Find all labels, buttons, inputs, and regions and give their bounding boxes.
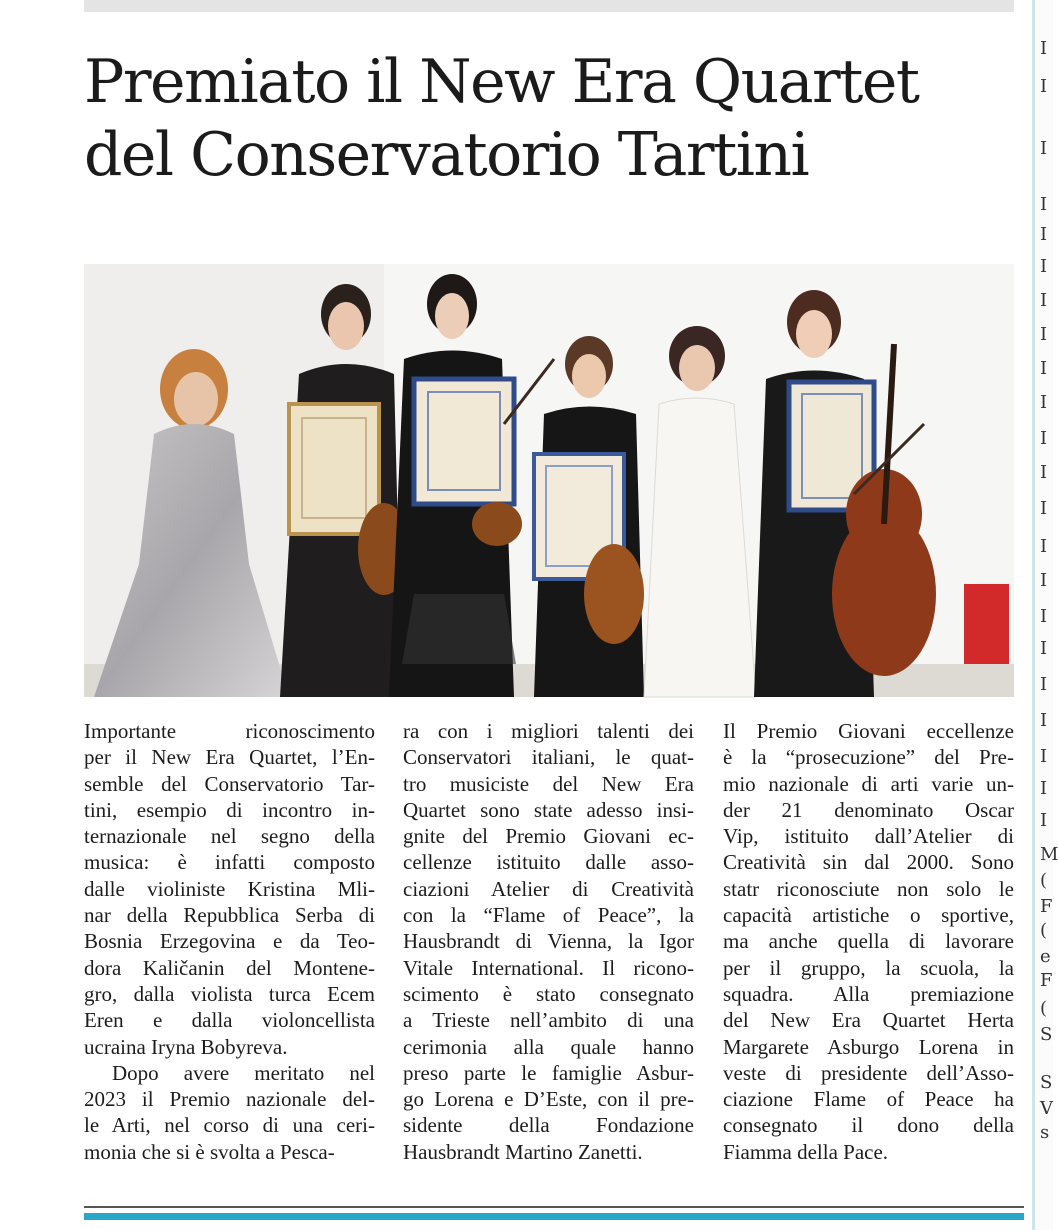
text-line: tini, esempio di incontro in- (84, 797, 375, 822)
text-line: gnite del Premio Giovani ec- (403, 824, 694, 849)
paragraph (84, 718, 375, 1060)
edge-glyph: I (1040, 38, 1048, 59)
text-line: le Arti, nel corso di una ceri- (84, 1113, 375, 1138)
edge-glyph: I (1040, 428, 1048, 449)
text-line: del New Era Quartet Herta (723, 1008, 1014, 1033)
text-line: der 21 denominato Oscar (723, 797, 1014, 822)
edge-glyph: ( (1040, 870, 1048, 891)
text-line: gro, dalla violista turca Ecem (84, 981, 375, 1006)
edge-glyph: I (1040, 138, 1048, 159)
edge-glyph: V (1040, 1098, 1053, 1119)
edge-glyph: ( (1040, 998, 1048, 1019)
edge-glyph: I (1040, 536, 1048, 557)
text-line: con la “Flame of Peace”, la (403, 903, 694, 928)
text-line: Hausbrandt di Vienna, la Igor (403, 929, 694, 954)
headline-line-1: Premiato il New Era Quartet (84, 47, 919, 117)
text-line: Dopo avere meritato nel (112, 1060, 375, 1085)
edge-glyph: I (1040, 710, 1048, 731)
text-line: musica: è infatti composto (84, 850, 375, 875)
article-photo (84, 264, 1014, 697)
text-line: è la “prosecuzione” del Pre- (723, 745, 1014, 770)
edge-glyph: I (1040, 638, 1048, 659)
article-headline (84, 46, 1014, 192)
edge-glyph: F (1040, 970, 1053, 991)
text-line: Quartet sono state adesso insi- (403, 797, 694, 822)
article-column-3 (723, 718, 1014, 1165)
text-line: statr riconosciute non solo le (723, 876, 1014, 901)
bottom-accent-band (84, 1213, 1024, 1220)
edge-glyph: I (1040, 778, 1048, 799)
text-line: 2023 il Premio nazionale del- (84, 1087, 375, 1112)
text-line: scimento è stato consegnato (403, 981, 694, 1006)
headline-line-2: del Conservatorio Tartini (84, 120, 809, 190)
top-gray-bar (84, 0, 1014, 12)
text-line: cellenze istituito dalle asso- (403, 850, 694, 875)
text-line: Bosnia Erzegovina e da Teo- (84, 929, 375, 954)
edge-glyph: I (1040, 392, 1048, 413)
edge-glyph: I (1040, 674, 1048, 695)
text-line: tro musiciste del New Era (403, 771, 694, 796)
edge-glyph: M (1040, 844, 1058, 865)
text-line: squadra. Alla premiazione (723, 981, 1014, 1006)
text-line: dalle violiniste Kristina Mli- (84, 876, 375, 901)
text-line: semble del Conservatorio Tar- (84, 771, 375, 796)
text-line: a Trieste nell’ambito di una (403, 1008, 694, 1033)
text-line: per il gruppo, la scuola, la (723, 955, 1014, 980)
edge-glyph: S (1040, 1072, 1053, 1093)
text-line: Vitale International. Il ricono- (403, 955, 694, 980)
edge-glyph: I (1040, 256, 1048, 277)
text-line: dora Kaličanin del Montene- (84, 955, 375, 980)
edge-glyph: s (1040, 1122, 1050, 1143)
edge-glyph: I (1040, 194, 1048, 215)
paragraph (723, 718, 1014, 1165)
edge-glyph: I (1040, 290, 1048, 311)
text-line: cerimonia alla quale hanno (403, 1034, 694, 1059)
edge-glyph: I (1040, 76, 1048, 97)
edge-glyph: I (1040, 224, 1048, 245)
text-line: capacità artistiche o sportive, (723, 903, 1014, 928)
paragraph (403, 718, 694, 1165)
edge-glyph: I (1040, 462, 1048, 483)
text-line: nar della Repubblica Serba di (84, 903, 375, 928)
text-line: Margarete Asburgo Lorena in (723, 1034, 1014, 1059)
text-line: ciazione Flame of Peace ha (723, 1087, 1014, 1112)
text-line: Conservatori italiani, le quat- (403, 745, 694, 770)
edge-glyph: I (1040, 810, 1048, 831)
text-line: ciazioni Atelier di Creatività (403, 876, 694, 901)
edge-glyph: S (1040, 1024, 1053, 1045)
text-line: ma anche quella di lavorare (723, 929, 1014, 954)
article-column-2 (403, 718, 694, 1165)
text-line: ternazionale nel segno della (84, 824, 375, 849)
text-line: veste di presidente dell’Asso- (723, 1060, 1014, 1085)
edge-glyph: F (1040, 896, 1053, 917)
text-line: Eren e dalla violoncellista (84, 1008, 375, 1033)
text-line: mio nazionale di arti varie un- (723, 771, 1014, 796)
text-line: Creatività sin dal 2000. Sono (723, 850, 1014, 875)
text-line: per il New Era Quartet, l’En- (84, 745, 375, 770)
text-line: Il Premio Giovani eccellenze (723, 719, 1014, 743)
text-line: go Lorena e D’Este, con il pre- (403, 1087, 694, 1112)
text-line: Fiamma della Pace. (723, 1139, 889, 1164)
paragraph (84, 1060, 375, 1165)
edge-glyph: I (1040, 498, 1048, 519)
text-line: monia che si è svolta a Pesca- (84, 1139, 335, 1164)
article-column-1 (84, 718, 375, 1165)
text-line: Vip, istituito dall’Atelier di (723, 824, 1014, 849)
edge-glyph: I (1040, 606, 1048, 627)
text-line: ucraina Iryna Bobyreva. (84, 1034, 288, 1059)
text-line: Hausbrandt Martino Zanetti. (403, 1139, 643, 1164)
edge-glyph: I (1040, 570, 1048, 591)
text-line: ra con i migliori talenti dei (403, 719, 694, 743)
edge-glyph: I (1040, 746, 1048, 767)
edge-glyph: I (1040, 358, 1048, 379)
photo-illustration (84, 264, 1014, 697)
text-line: sidente della Fondazione (403, 1113, 694, 1138)
edge-glyph: ( (1040, 920, 1048, 941)
edge-glyph: I (1040, 324, 1048, 345)
bottom-rule (84, 1206, 1024, 1208)
edge-glyph: e (1040, 946, 1051, 967)
text-line: preso parte le famiglie Asbur- (403, 1060, 694, 1085)
text-line: Importante riconoscimento (84, 719, 375, 743)
text-line: consegnato il dono della (723, 1113, 1014, 1138)
